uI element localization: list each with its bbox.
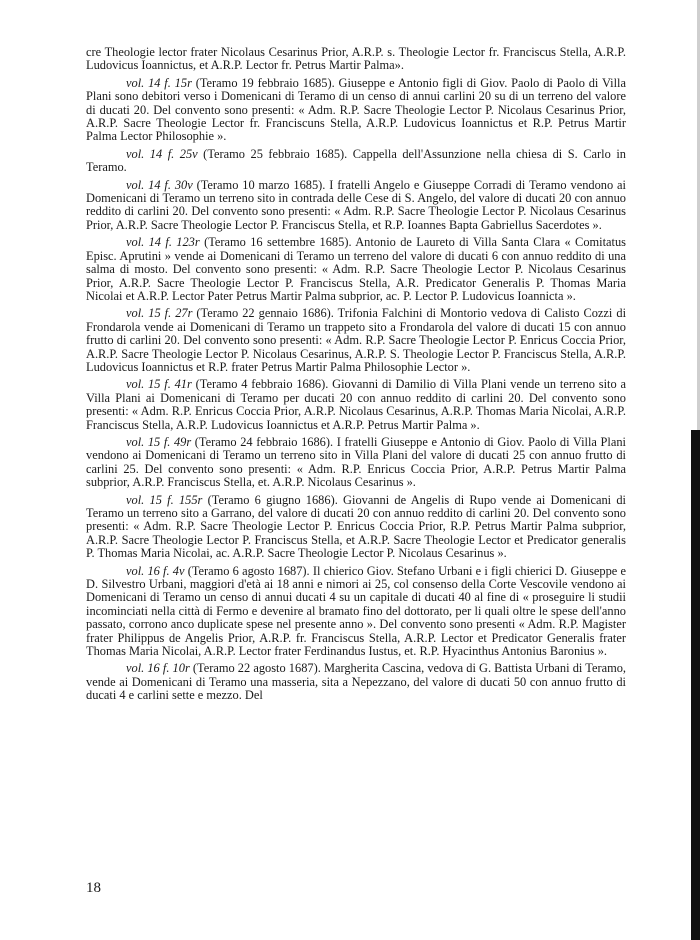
archive-reference: vol. 16 f. 4v [126, 563, 185, 578]
entry-text: (Teramo 24 febbraio 1686). I fratelli Giuseppe e Antonio di Giov. Paolo di Villa Plani vendono ai Domenicani di Teramo un terreno sito in Villa Plani del valore di ducati 25 con annuo frutto di carlini 25. Del convento sono presenti: « Adm. R.P. Enricus Coccia Prior, A.R.P. Petrus Martir Palma subprior, A.R.P. Franciscus Stella, et. A.R.P. Nicolaus Cesarinus ». [86, 434, 627, 490]
archive-reference: vol. 15 f. 27r [126, 306, 193, 321]
entry-text: (Teramo 22 agosto 1687). Margherita Cascina, vedova di G. Battista Urbani di Teramo, vende ai Domenicani di Teramo una masseria, sita a Nepezzano, del valore di ducati 50 con annuo frutto di ducati 4 e carlini sette e mezzo. Del [86, 661, 627, 703]
archive-reference: vol. 14 f. 25v [126, 146, 198, 161]
entry [86, 236, 626, 303]
page-number: 18 [86, 880, 101, 896]
entry-continuation [86, 46, 626, 73]
entry-text: (Teramo 6 giugno 1686). Giovanni de Angelis di Rupo vende ai Domenicani di Teramo un terreno sito a Garrano, del valore di ducati 20 con annuo reddito di carlini 20. Del convento sono presenti: « Adm. R.P. Sacre Theologie Lector P. Enricus Coccia Prior, R.P. Petrus Martir Palma subprior, A.R.P. Sacre Theologie Lector P. Franciscus Stella, et A.R.P. Sacre Theologie Lector et Predicator generalis P. Thomas Maria Nicolai, ac. A.R.P. Sacre Theologie Lector P. Nicolaus Cesarinus ». [86, 492, 626, 561]
entry-text: (Teramo 10 marzo 1685). I fratelli Angelo e Giuseppe Corradi di Teramo vendono ai Domenicani di Teramo un terreno sito in contrada delle Cese di S. Angelo, del valore di ducati 20 con annuo reddito di carlini 20. Del convento sono presenti: « Adm. R.P. Sacre Theologie Lector P. Nicolaus Cesarinus Prior, A.R.P. Sacre Theologie Lector P. Franciscus Stella, et R.P. Ioannes Bapta Gabriellus Sacerdotes ». [86, 177, 626, 232]
archive-reference: vol. 16 f. 10r [126, 661, 190, 676]
entry [86, 565, 626, 659]
book-spine-edge [691, 430, 700, 940]
entry [86, 307, 626, 374]
entry [86, 494, 626, 561]
entry-text: (Teramo 16 settembre 1685). Antonio de Laureto di Villa Santa Clara « Comitatus Episc. Aprutini » vende ai Domenicani di Teramo un terreno del valore di ducati 6 con annuo reddito di una salma di mosto. Del convento sono presenti: « Adm. R.P. Sacre Theologie Lector P. Nicolaus Cesarinus Prior, A.R.P. Sacre Theologie Lector P. Franciscus Stella, A.R. Predicator Generalis P. Thomas Maria Nicolai et A.R.P. Lector Pater Petrus Martir Palma subprior, ac. P. Lector P. Ludovicus Ioannicta ». [86, 235, 626, 303]
entry-text: (Teramo 4 febbraio 1686). Giovanni di Damilio di Villa Plani vende un terreno sito a Villa Plani ai Domenicani di Teramo per ducati 20 con annuo reddito di carlini 20. Del convento sono presenti: « Adm. R.P. Enricus Coccia Prior, A.R.P. Nicolaus Cesarinus, A.R.P. Thomas Maria Nicolai, A.R.P. Franciscus Stella, A.R.P. Ludovicus Ioannictus et A.R.P. Petrus Martir Palma ». [86, 377, 626, 432]
archive-reference: vol. 14 f. 123r [126, 235, 200, 250]
entry-text: (Teramo 22 gennaio 1686). Trifonia Falchini di Montorio vedova di Calisto Cozzi di Frondarola vende ai Domenicani di Teramo un trappeto sito a Frondarola del valore di ducati 15 con annuo frutto di carlini 20. Del convento sono presenti: « Adm. R.P. Sacre Theologie Lector P. Enricus Coccia Prior, A.R.P. Sacre Theologie Lector P. Nicolaus Cesarinus, A.R.P. S. Theologie Lector P. Franciscus Stella, A.R.P. Ludovicus Ioannictus et R.P. frater Petrus Martir Palma Philosophie Lector ». [86, 306, 627, 374]
archive-reference: vol. 15 f. 155r [126, 492, 203, 507]
entry [86, 436, 626, 490]
document-body [86, 46, 626, 707]
entry-text: (Teramo 25 febbraio 1685). Cappella dell'Assunzione nella chiesa di S. Carlo in Teramo. [86, 146, 626, 175]
archive-reference: vol. 15 f. 41r [126, 377, 192, 392]
entry [86, 662, 626, 702]
entry-text: (Teramo 19 febbraio 1685). Giuseppe e Antonio figli di Giov. Paolo di Paolo di Villa Plani sono debitori verso i Domenicani di Teramo di un censo di annui carlini 20 su di un terreno del valore di ducati 20. Del convento sono presenti: « Adm. R.P. Sacre Theologie Lector P. Nicolaus Cesarinus Prior, A.R.P. Sacre Theologie Lector fr. Franciscuns Stella, A.R.P. Ludovicus Ioannictus et R.P. Petrus Martir Palma Lector Philosophie ». [86, 75, 627, 144]
archive-reference: vol. 14 f. 30v [126, 177, 193, 192]
entry [86, 148, 626, 175]
entry [86, 77, 626, 144]
entry [86, 378, 626, 432]
archive-reference: vol. 14 f. 15r [126, 75, 192, 90]
entry-text: (Teramo 6 agosto 1687). Il chierico Giov. Stefano Urbani e i figli chierici D. Giuseppe e D. Silvestro Urbani, maggiori d'età ai 18 anni e nimori ai 25, col consenso della Corte Vescovile vendono ai Domenicani di Teramo un censo di annui ducati 4 su un capitale di ducati 40 al fine di « proseguire li studii incominciati nella città di Fermo e devenire al bramato fino del dottorato, per li quali oltre le spese dell'anno passato, corrono anco duplicate spese nel presente anno ». Del convento sono presenti « Adm. R.P. Magister frater Philippus de Angelis Prior, A.R.P. fr. Franciscus Stella, A.R.P. Lector et Predicator Generalis frater Thomas Maria Nicolai, A.R.P. Lector frater Ferdinandus Iustus, et. R.P. Hyacinthus Antonius Baronius ». [86, 563, 626, 659]
entry [86, 179, 626, 233]
archive-reference: vol. 15 f. 49r [126, 434, 192, 449]
entry-text: cre Theologie lector frater Nicolaus Cesarinus Prior, A.R.P. s. Theologie Lector fr. Franciscus Stella, A.R.P. Ludovicus Ioannictus, et A.R.P. Lector fr. Petrus Martir Palma». [86, 45, 626, 73]
